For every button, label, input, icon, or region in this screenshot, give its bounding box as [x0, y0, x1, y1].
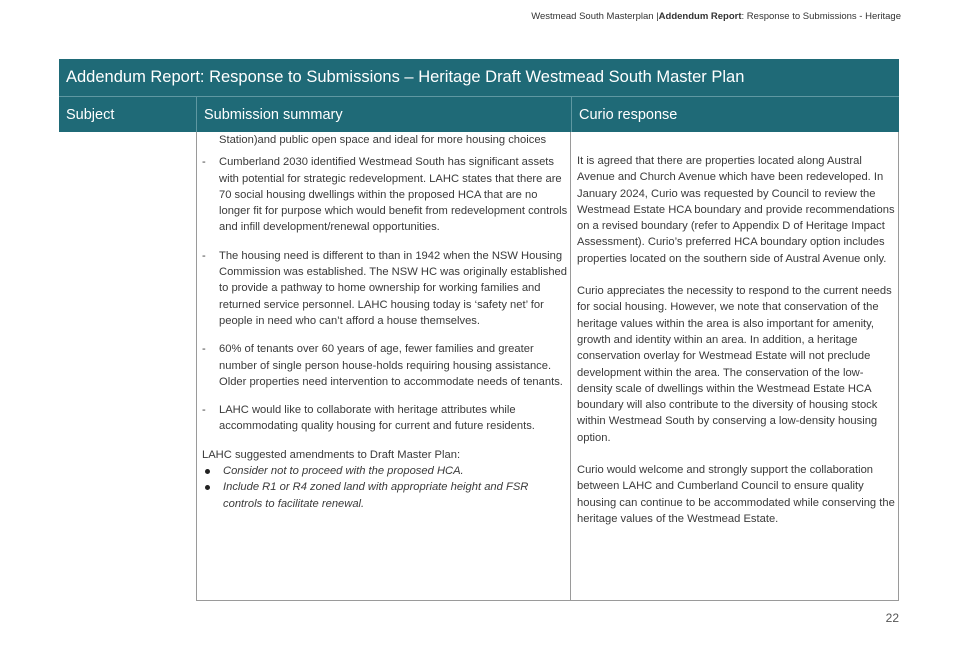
running-header-bold: Addendum Report: [658, 11, 742, 22]
column-header-subject: Subject: [66, 106, 115, 123]
summary-point: [202, 402, 568, 435]
running-header-suffix: : Response to Submissions - Heritage: [741, 11, 901, 22]
summary-continued-text: Station)and public open space and ideal for more housing choices: [219, 134, 547, 146]
running-header-prefix: Westmead South Masterplan |: [531, 11, 659, 22]
amendment-item: [202, 479, 568, 512]
response-paragraph: Curio would welcome and strongly support the collaboration between LAHC and Cumberland Council to ensure quality housing can continue to be accommodated while conserving the heritage values of the Westmead Estate.: [577, 464, 895, 525]
table-body: [59, 132, 899, 601]
column-header-summary: Submission summary: [196, 97, 571, 132]
amendments-intro: LAHC suggested amendments to Draft Master Plan:: [202, 448, 461, 461]
response-paragraph: Curio appreciates the necessity to respond to the current needs for social housing. However, we note that conservation of the heritage values within the area is also important for amenity, growth and identity within an area. In addition, a heritage conservation overlay for Westmead Estate will not preclude development within the area. The conservation of the low-density scale of dwellings within the Westmead Estate HCA boundary will also contribute to the diversity of housing stock within Westmead South by conserving a low-density housing option.: [577, 285, 892, 444]
summary-point-text: LAHC would like to collaborate with heritage attributes while accommodating quality housing for current and future residents.: [219, 404, 535, 433]
submission-summary-cell: [202, 132, 568, 512]
amendment-item: [202, 463, 568, 479]
summary-point-text: 60% of tenants over 60 years of age, fewer families and greater number of single person house-holds requiring housing assistance. Older properties need intervention to accommodate needs of tenants.: [219, 343, 563, 388]
table-title: Addendum Report: Response to Submissions – Heritage Draft Westmead South Master Plan: [59, 59, 899, 96]
dash-marker: -: [202, 343, 206, 356]
dash-marker: -: [202, 156, 206, 169]
bullet-icon: [205, 469, 210, 474]
column-divider: [570, 132, 571, 600]
curio-response-cell: [577, 153, 897, 543]
bullet-icon: [205, 485, 210, 490]
running-header: [531, 11, 901, 22]
column-header-response: Curio response: [571, 97, 899, 132]
summary-point: [202, 154, 568, 235]
amendment-text: Include R1 or R4 zoned land with appropriate height and FSR controls to facilitate renewal.: [223, 481, 529, 510]
page-number: 22: [885, 611, 899, 625]
dash-marker: -: [202, 404, 206, 417]
column-header-row: [59, 96, 899, 132]
column-divider: [898, 132, 899, 600]
summary-point: [202, 341, 568, 390]
amendment-text: Consider not to proceed with the proposed HCA.: [223, 465, 464, 478]
dash-marker: -: [202, 249, 206, 262]
column-divider: [196, 132, 197, 600]
table-bottom-border: [196, 600, 899, 601]
summary-point: [202, 248, 568, 329]
summary-point-text: The housing need is different to than in 1942 when the NSW Housing Commission was established. The NSW HC was originally established to provide a pathway to home ownership for working families and returned service personnel. LAHC housing today is ‘safety net’ for people in need who can’t afford a house themselves.: [219, 249, 567, 327]
response-paragraph: It is agreed that there are properties located along Austral Avenue and Church Avenue which have been redeveloped. In January 2024, Curio was requested by Council to review the Westmead Estate HCA boundary and provide recommendations on a revised boundary (refer to Appendix D of Heritage Impact Assessment). Curio’s preferred HCA boundary option includes properties located on the southern side of Austral Avenue only.: [577, 155, 895, 265]
amendments-list: [202, 463, 568, 512]
summary-point-text: Cumberland 2030 identified Westmead South has significant assets with potential for strategic redevelopment. LAHC states that there are 70 social housing dwellings within the proposed HCA that are no longer fit for purpose which would benefit from redevelopment controls and infill development/renewal opportunities.: [219, 156, 568, 234]
